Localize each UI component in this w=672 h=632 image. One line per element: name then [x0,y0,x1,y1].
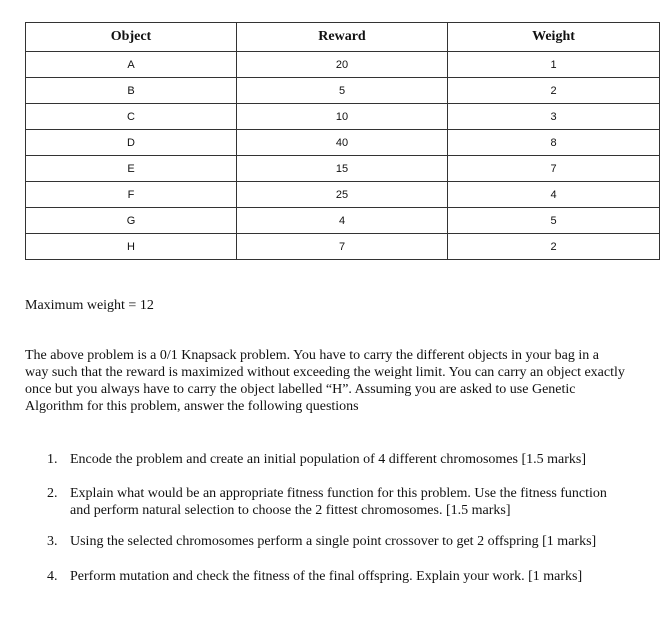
object-cell: H [26,234,237,260]
table-row [26,208,660,234]
question-text: Using the selected chromosomes perform a single point crossover to get 2 offspring [1 marks] [70,534,597,549]
question-text: Encode the problem and create an initial population of 4 different chromosomes [1.5 marks] [70,452,587,467]
reward-cell: 20 [237,52,448,78]
table-row [26,156,660,182]
table-row [26,78,660,104]
header-object: Object [26,23,237,52]
list-item [0,485,630,519]
max-weight-text: Maximum weight = 12 [25,298,154,313]
weight-cell: 2 [448,234,660,260]
question-list [0,451,672,585]
question-text: Explain what would be an appropriate fitness function for this problem. Use the fitness function and perform natural selection to choose the 2 fittest chromosomes. [1.5 marks] [70,486,607,518]
reward-cell: 10 [237,104,448,130]
reward-cell: 4 [237,208,448,234]
table-row [26,182,660,208]
knapsack-table [25,22,660,260]
object-cell: F [26,182,237,208]
reward-cell: 25 [237,182,448,208]
intro-paragraph: The above problem is a 0/1 Knapsack problem. You have to carry the different objects in your bag in a way such that the reward is maximized without exceeding the weight limit. You can carry an object exactly once but you always have to carry the object labelled “H”. Assuming you are asked to use Genetic Algorithm for this problem, answer the following questions [25,348,625,414]
list-item [0,451,630,468]
object-cell: B [26,78,237,104]
weight-cell: 8 [448,130,660,156]
question-number: 1. [47,452,58,467]
question-number: 4. [47,569,58,584]
table-header-row [26,23,660,52]
object-cell: G [26,208,237,234]
table-row [26,52,660,78]
table-row [26,234,660,260]
question-text: Perform mutation and check the fitness of the final offspring. Explain your work. [1 marks] [70,569,583,584]
reward-cell: 15 [237,156,448,182]
weight-cell: 4 [448,182,660,208]
object-cell: E [26,156,237,182]
list-item [0,568,630,585]
question-number: 2. [47,486,58,501]
object-cell: D [26,130,237,156]
list-item [0,533,630,550]
header-reward: Reward [237,23,448,52]
question-number: 3. [47,534,58,549]
reward-cell: 7 [237,234,448,260]
reward-cell: 5 [237,78,448,104]
header-weight: Weight [448,23,660,52]
reward-cell: 40 [237,130,448,156]
weight-cell: 2 [448,78,660,104]
weight-cell: 5 [448,208,660,234]
object-cell: C [26,104,237,130]
object-cell: A [26,52,237,78]
weight-cell: 7 [448,156,660,182]
table-row [26,130,660,156]
table-row [26,104,660,130]
weight-cell: 1 [448,52,660,78]
weight-cell: 3 [448,104,660,130]
